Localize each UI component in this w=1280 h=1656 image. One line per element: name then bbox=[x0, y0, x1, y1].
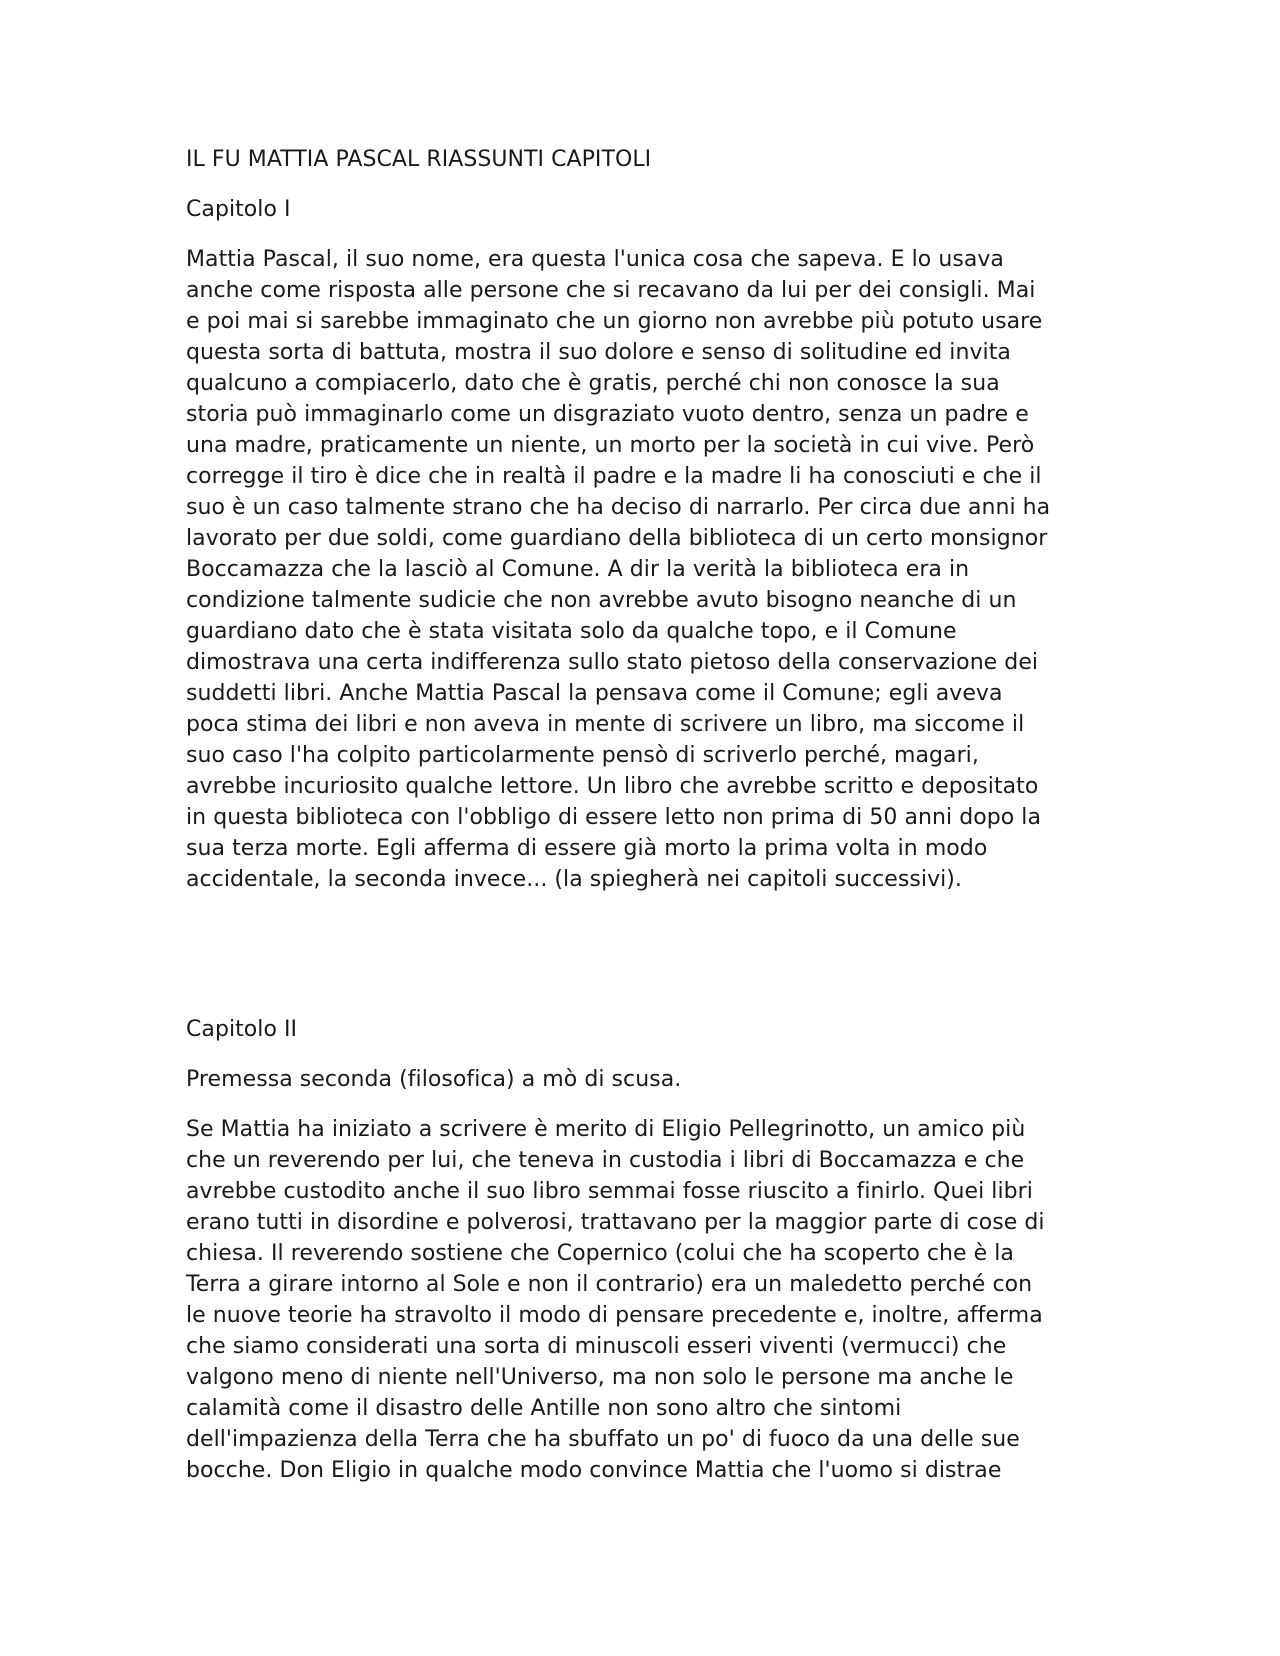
paragraph-line: le nuove teorie ha stravolto il modo di pensare precedente e, inoltre, afferma bbox=[186, 1303, 1043, 1328]
paragraph-line: dimostrava una certa indifferenza sullo stato pietoso della conservazione dei bbox=[186, 650, 1039, 675]
paragraph-line: Se Mattia ha iniziato a scrivere è merito di Eligio Pellegrinotto, un amico più bbox=[186, 1117, 1026, 1142]
paragraph-line: accidentale, la seconda invece... (la spiegherà nei capitoli successivi). bbox=[186, 867, 962, 892]
paragraph-line: questa sorta di battuta, mostra il suo dolore e senso di solitudine ed invita bbox=[186, 340, 1011, 365]
paragraph-line: e poi mai si sarebbe immaginato che un giorno non avrebbe più potuto usare bbox=[186, 309, 1043, 334]
chapter-2-paragraph bbox=[186, 1114, 1086, 1486]
paragraph-line: guardiano dato che è stata visitata solo da qualche topo, e il Comune bbox=[186, 619, 957, 644]
paragraph-line: suo caso l'ha colpito particolarmente pensò di scriverlo perché, magari, bbox=[186, 743, 979, 768]
paragraph-line: suddetti libri. Anche Mattia Pascal la pensava come il Comune; egli aveva bbox=[186, 681, 1003, 706]
paragraph-line: Terra a girare intorno al Sole e non il contrario) era un maledetto perché con bbox=[186, 1272, 1033, 1297]
paragraph-line: condizione talmente sudicie che non avrebbe avuto bisogno neanche di un bbox=[186, 588, 1017, 613]
paragraph-line: che siamo considerati una sorta di minuscoli esseri viventi (vermucci) che bbox=[186, 1334, 1007, 1359]
paragraph-line: Boccamazza che la lasciò al Comune. A dir la verità la biblioteca era in bbox=[186, 557, 970, 582]
paragraph-line: avrebbe incuriosito qualche lettore. Un libro che avrebbe scritto e depositato bbox=[186, 774, 1039, 799]
paragraph-line: storia può immaginarlo come un disgraziato vuoto dentro, senza un padre e bbox=[186, 402, 1029, 427]
paragraph-line: corregge il tiro è dice che in realtà il padre e la madre li ha conosciuti e che il bbox=[186, 464, 1042, 489]
paragraph-line: valgono meno di niente nell'Universo, ma non solo le persone ma anche le bbox=[186, 1365, 1014, 1390]
chapter-1-paragraph bbox=[186, 244, 1086, 895]
chapter-2-subtitle: Premessa seconda (filosofica) a mò di scusa. bbox=[186, 1067, 682, 1092]
paragraph-line: anche come risposta alle persone che si recavano da lui per dei consigli. Mai bbox=[186, 278, 1036, 303]
paragraph-line: che un reverendo per lui, che teneva in custodia i libri di Boccamazza e che bbox=[186, 1148, 1025, 1173]
paragraph-line: poca stima dei libri e non aveva in mente di scrivere un libro, ma siccome il bbox=[186, 712, 1025, 737]
paragraph-line: calamità come il disastro delle Antille non sono altro che sintomi bbox=[186, 1396, 902, 1421]
paragraph-line: sua terza morte. Egli afferma di essere già morto la prima volta in modo bbox=[186, 836, 988, 861]
document-title: IL FU MATTIA PASCAL RIASSUNTI CAPITOLI bbox=[186, 147, 652, 172]
paragraph-line: erano tutti in disordine e polverosi, trattavano per la maggior parte di cose di bbox=[186, 1210, 1045, 1235]
document-page bbox=[186, 144, 1086, 1486]
paragraph-line: Mattia Pascal, il suo nome, era questa l'unica cosa che sapeva. E lo usava bbox=[186, 247, 1004, 272]
paragraph-line: in questa biblioteca con l'obbligo di essere letto non prima di 50 anni dopo la bbox=[186, 805, 1041, 830]
chapter-1-heading: Capitolo I bbox=[186, 197, 291, 222]
paragraph-line: una madre, praticamente un niente, un morto per la società in cui vive. Però bbox=[186, 433, 1035, 458]
paragraph-line: dell'impazienza della Terra che ha sbuffato un po' di fuoco da una delle sue bbox=[186, 1427, 1020, 1452]
section-spacer bbox=[186, 895, 1086, 1014]
paragraph-line: bocche. Don Eligio in qualche modo convince Mattia che l'uomo si distrae bbox=[186, 1458, 1002, 1483]
paragraph-line: lavorato per due soldi, come guardiano della biblioteca di un certo monsignor bbox=[186, 526, 1048, 551]
paragraph-line: chiesa. Il reverendo sostiene che Copernico (colui che ha scoperto che è la bbox=[186, 1241, 1014, 1266]
paragraph-line: avrebbe custodito anche il suo libro semmai fosse riuscito a finirlo. Quei libri bbox=[186, 1179, 1033, 1204]
chapter-2-heading: Capitolo II bbox=[186, 1017, 298, 1042]
paragraph-line: suo è un caso talmente strano che ha deciso di narrarlo. Per circa due anni ha bbox=[186, 495, 1051, 520]
paragraph-line: qualcuno a compiacerlo, dato che è gratis, perché chi non conosce la sua bbox=[186, 371, 1000, 396]
